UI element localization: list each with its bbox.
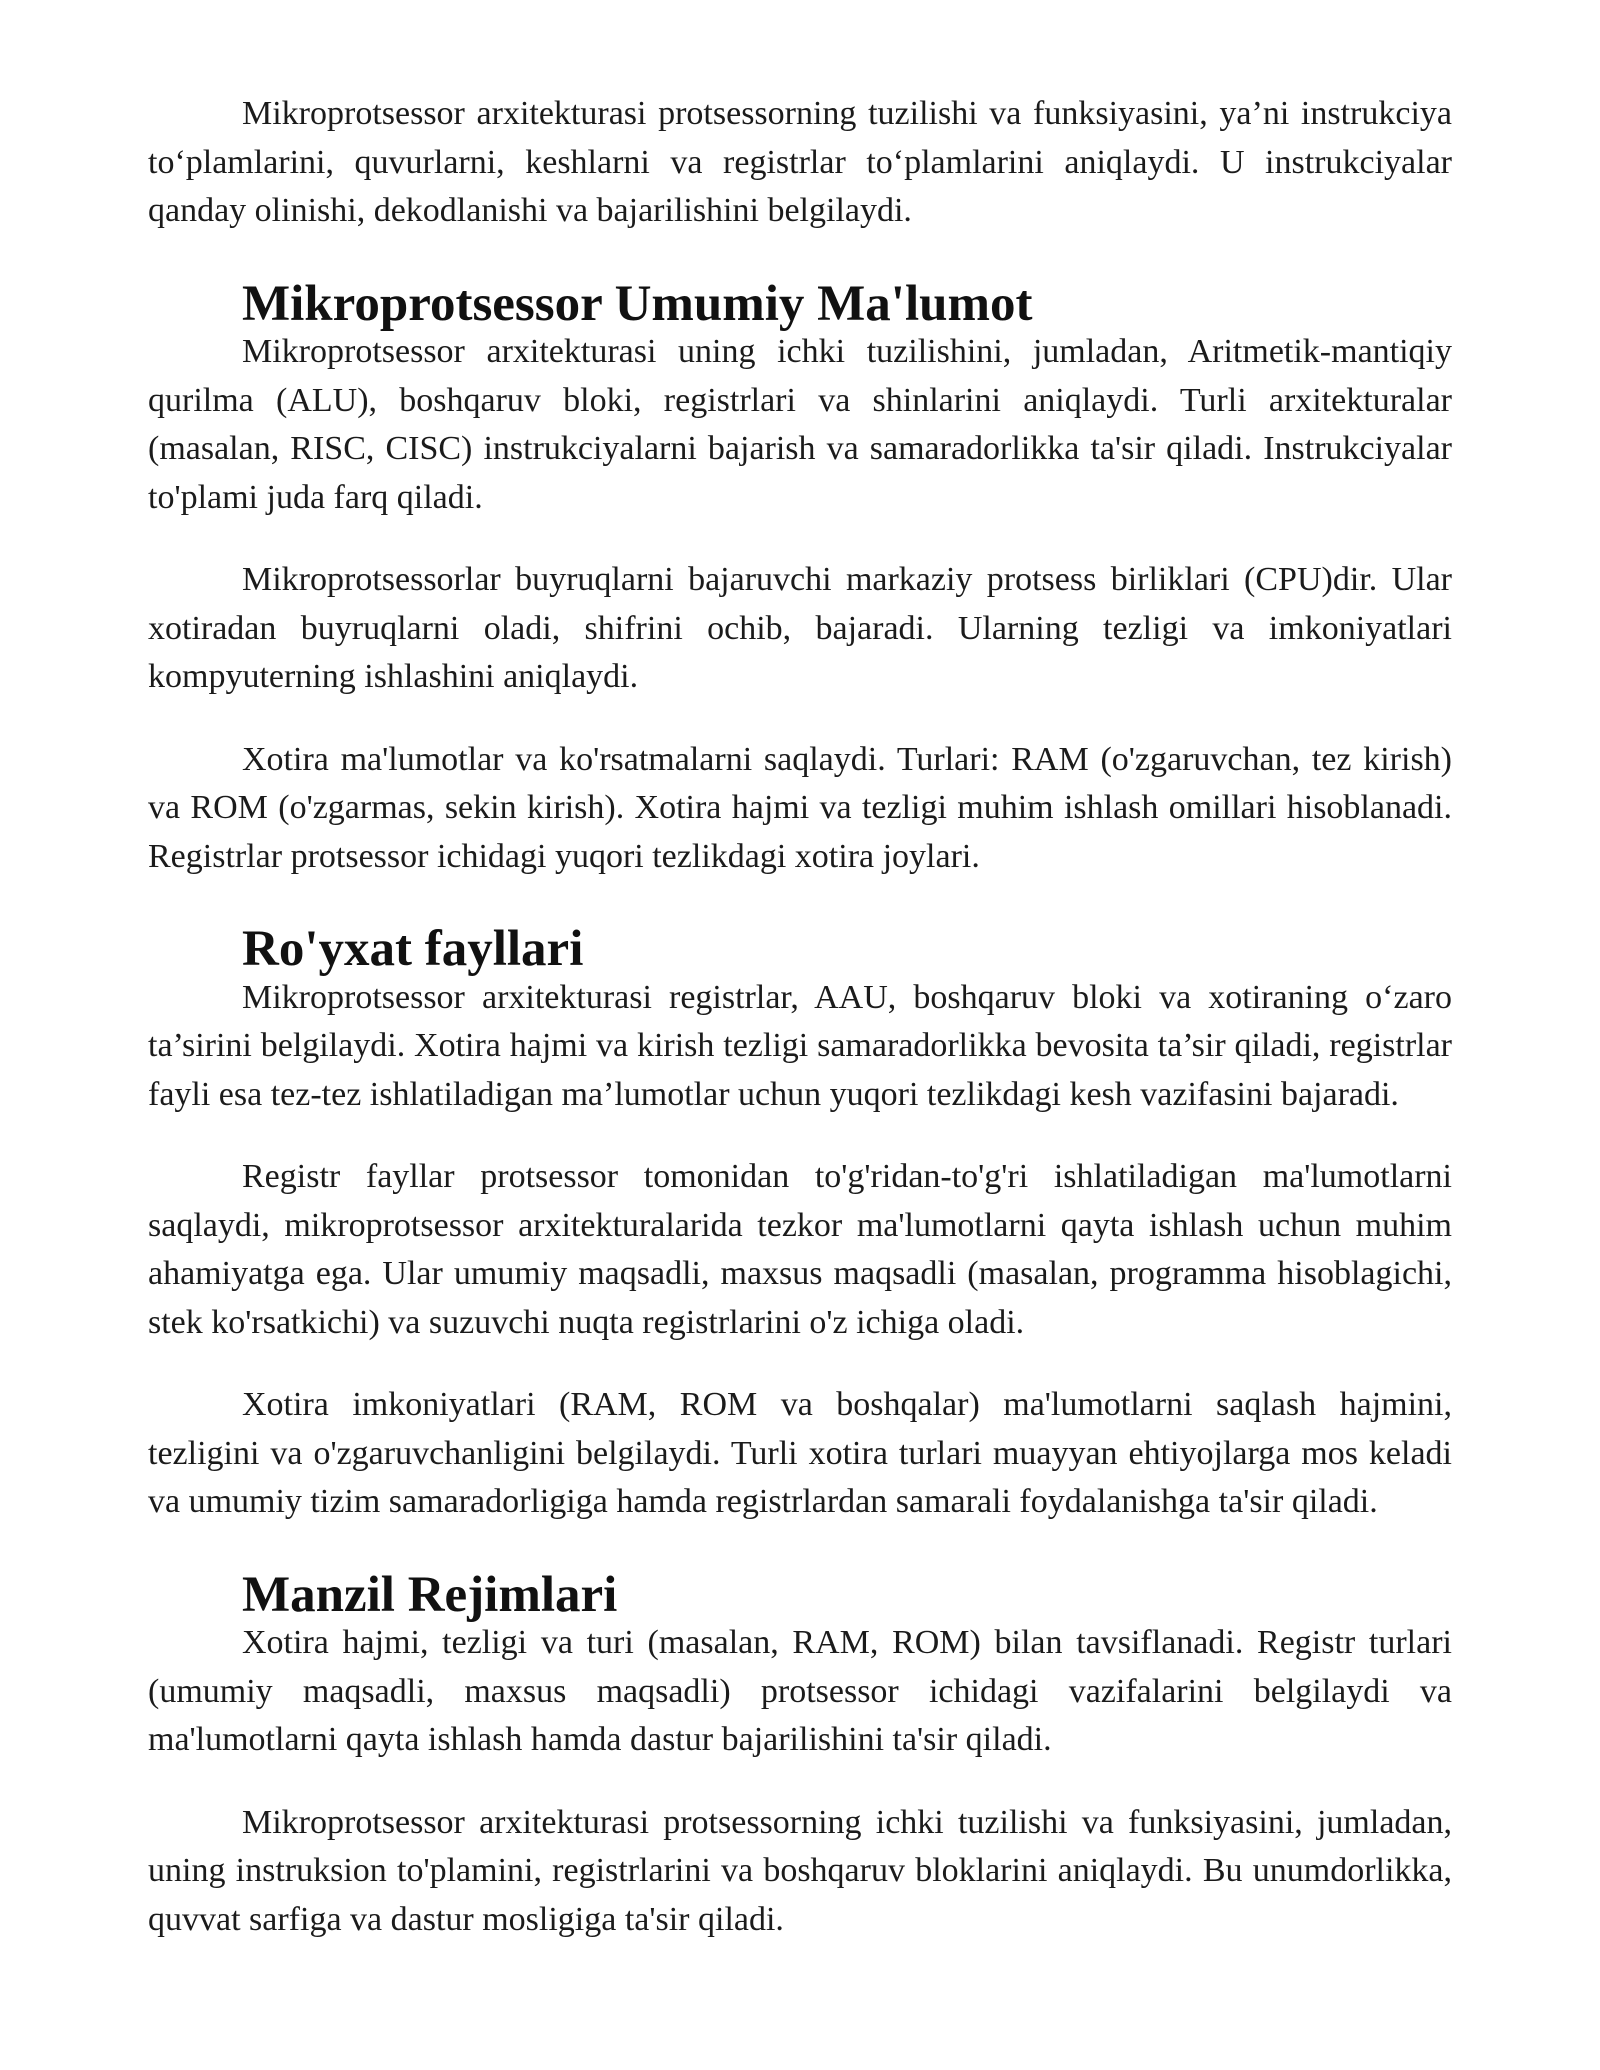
- section-paragraph: Xotira ma'lumotlar va ko'rsatmalarni saqlaydi. Turlari: RAM (o'zgaruvchan, tez kirish) va ROM (o'zgarmas, sekin kirish). Xotira hajmi va tezligi muhim ishlash omillari hisoblanadi. Registrlar protsessor ichidagi yuqori tezlikdagi xotira joylari.: [148, 740, 1452, 875]
- intro-paragraph: Mikroprotsessor arxitekturasi protsessorning tuzilishi va funksiyasini, ya’ni instrukciya to‘plamlarini, quvurlarni, keshlarni va registrlar to‘plamlarini aniqlaydi. U instrukciyalar qanday olinishi, dekodlanishi va bajarilishini belgilaydi.: [148, 95, 1452, 229]
- section-heading-royxat-fayllari: Ro'yxat fayllari: [242, 921, 584, 977]
- section-paragraph: Mikroprotsessor arxitekturasi uning ichki tuzilishini, jumladan, Aritmetik-mantiqiy qurilma (ALU), boshqaruv bloki, registrlari va shinlarini aniqlaydi. Turli arxitekturalar (masalan, RISC, CISC) instrukciyalarni bajarish va samaradorlikka ta'sir qiladi. Instrukciyalar to'plami juda farq qiladi.: [148, 333, 1452, 516]
- section-paragraph: Xotira imkoniyatlari (RAM, ROM va boshqalar) ma'lumotlarni saqlash hajmini, tezligini va o'zgaruvchanligini belgilaydi. Turli xotira turlari muayyan ehtiyojlarga mos keladi va umumiy tizim samaradorligiga hamda registrlardan samarali foydalanishga ta'sir qiladi.: [148, 1386, 1452, 1520]
- document-page: [148, 90, 1452, 1978]
- section-paragraph: Mikroprotsessorlar buyruqlarni bajaruvchi markaziy protsess birliklari (CPU)dir. Ular xotiradan buyruqlarni oladi, shifrini ochib, bajaradi. Ularning tezligi va imkoniyatlari kompyuterning ishlashini aniqlaydi.: [148, 561, 1452, 695]
- section-paragraph: Registr fayllar protsessor tomonidan to'g'ridan-to'g'ri ishlatiladigan ma'lumotlarni saqlaydi, mikroprotsessor arxitekturalarida tezkor ma'lumotlarni qayta ishlash uchun muhim ahamiyatga ega. Ular umumiy maqsadli, maxsus maqsadli (masalan, programma hisoblagichi, stek ko'rsatkichi) va suzuvchi nuqta registrlarini o'z ichiga oladi.: [148, 1158, 1452, 1341]
- section-heading-manzil-rejimlari: Manzil Rejimlari: [242, 1566, 618, 1623]
- section-paragraph: Mikroprotsessor arxitekturasi protsessorning ichki tuzilishi va funksiyasini, jumladan, uning instruksion to'plamini, registrlarini va boshqaruv bloklarini aniqlaydi. Bu unumdorlikka, quvvat sarfiga va dastur mosligiga ta'sir qiladi.: [148, 1803, 1452, 1938]
- section-paragraph: Xotira hajmi, tezligi va turi (masalan, RAM, ROM) bilan tavsiflanadi. Registr turlari (umumiy maqsadli, maxsus maqsadli) protsessor ichidagi vazifalarini belgilaydi va ma'lumotlarni qayta ishlash hamda dastur bajarilishini ta'sir qiladi.: [148, 1624, 1452, 1758]
- section-paragraph: Mikroprotsessor arxitekturasi registrlar, AAU, boshqaruv bloki va xotiraning o‘zaro ta’sirini belgilaydi. Xotira hajmi va kirish tezligi samaradorlikka bevosita ta’sir qiladi, registrlar fayli esa tez-tez ishlatiladigan ma’lumotlar uchun yuqori tezlikdagi kesh vazifasini bajaradi.: [148, 978, 1452, 1113]
- section-heading-umumiy-malumot: Mikroprotsessor Umumiy Ma'lumot: [242, 275, 1033, 332]
